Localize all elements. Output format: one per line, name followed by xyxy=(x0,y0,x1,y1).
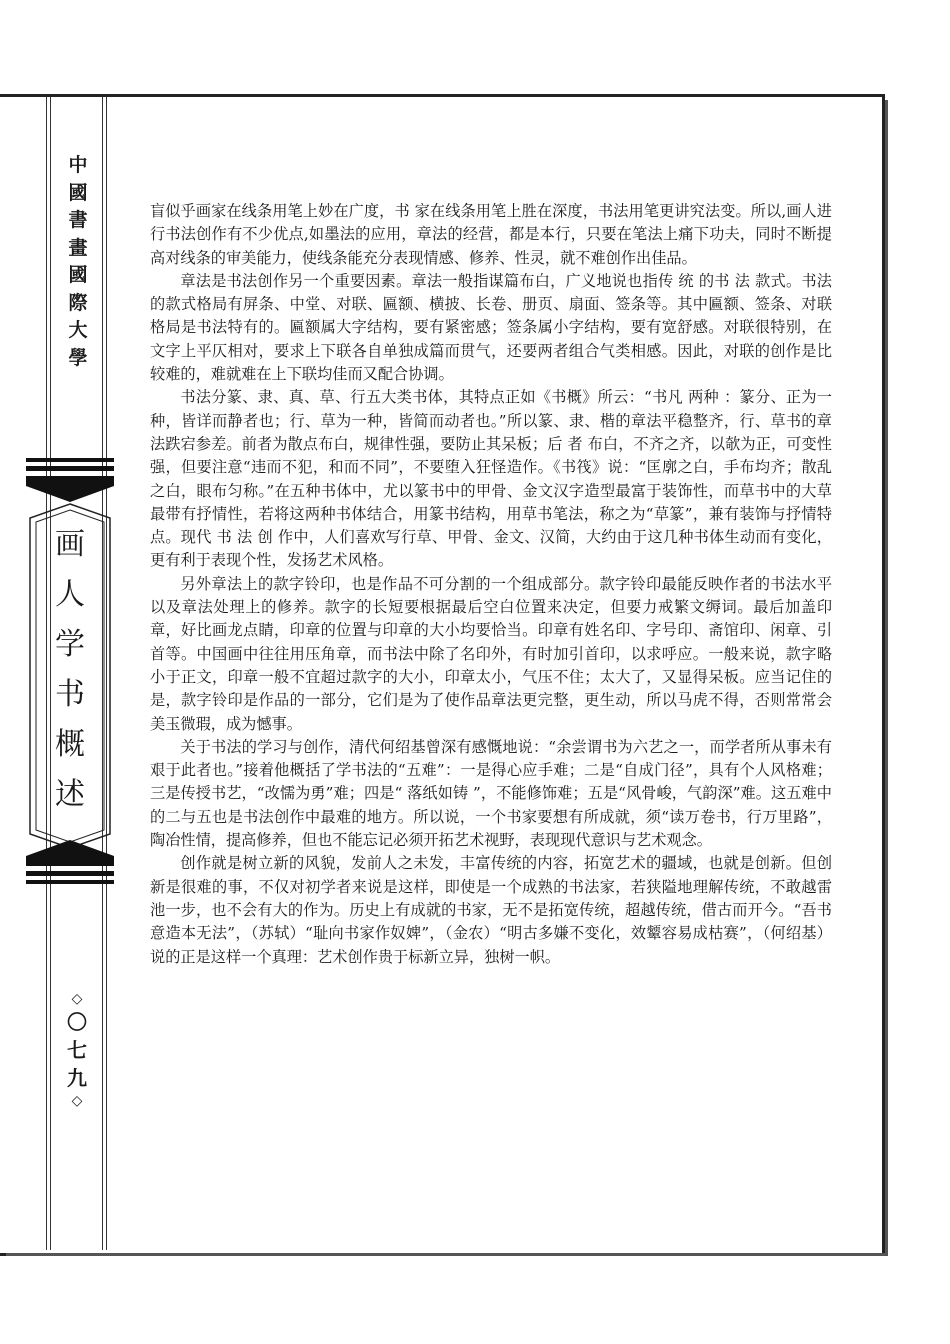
paragraph: 创作就是树立新的风貌，发前人之未发，丰富传统的内容，拓宽艺术的疆域，也就是创新。但创新是很难的事，不仅对初学者来说是这样，即使是一个成熟的书法家，若狭隘地理解传统，不敢越雷池一步，也不会有大的作为。历史上有成就的书家，无不是拓宽传统，超越传统，借古而开今。“吾书意造本无法”，（苏轼）“耻向书家作奴婢”，（金农）“明古多嫌不变化，效颦容易成枯赛”，（何绍基）说的正是这样一个真理：艺术创作贵于标新立异，独树一帜。 xyxy=(150,854,832,966)
book-title-char: 学 xyxy=(55,627,85,662)
university-char: 學 xyxy=(68,346,88,369)
book-title xyxy=(48,520,92,820)
book-title-char: 概 xyxy=(55,727,85,762)
book-title-char: 人 xyxy=(55,577,85,612)
body-text xyxy=(150,200,832,969)
university-char: 國 xyxy=(68,264,88,286)
page-number-char: 七 xyxy=(67,1038,87,1062)
book-title-char: 书 xyxy=(55,677,85,712)
paragraph: 另外章法上的款字铃印，也是作品不可分割的一个组成部分。款字铃印最能反映作者的书法水平以及章法处理上的修养。款字的长短要根据最后空白位置来决定，但要力戒繁文缛词。最后加盖印章，好比画龙点睛，印章的位置与印章的大小均要恰当。印章有姓名印、字号印、斋馆印、闲章、引首等。中国画中往往用压角章，而书法中除了名印外，有时加引首印，以求呼应。一般来说，款字略小于正文，印章一般不宜超过款字的大小，印章太小，气压不住；太大了，又显得呆板。应当记住的是，款字铃印是作品的一部分，它们是为了使作品章法更完整，更生动，所以马虎不得，否则常常会美玉微瑕，成为憾事。 xyxy=(150,574,832,733)
diamond-ornament-icon: ◇ xyxy=(71,1093,83,1109)
university-char: 大 xyxy=(68,319,88,341)
paragraph: 章法是书法创作另一个重要因素。章法一般指谋篇布白，广义地说也指传 统 的书 法 款式。书法的款式格局有屏条、中堂、对联、匾额、横披、长卷、册页、扇面、签条等。其中匾额、签条、对联格局是书法特有的。匾额属大字结构，要有紧密感；签条属小字结构，要有宽舒感。对联很特别，在文字上平仄相对，要求上下联各自单独成篇而贯气，还要两者组合气类相感。因此，对联的创作是比较难的，难就难在上下联均佳而又配合协调。 xyxy=(150,271,832,384)
university-char: 中 xyxy=(68,154,88,176)
page-number xyxy=(62,990,92,1110)
book-title-char: 述 xyxy=(55,777,85,812)
frame-shadow-bottom xyxy=(6,1253,888,1256)
university-char: 國 xyxy=(68,181,88,204)
book-title-cartouche xyxy=(18,458,122,894)
university-char: 書 xyxy=(68,209,88,231)
university-char: 畫 xyxy=(68,236,88,259)
page-number-char: 九 xyxy=(67,1066,87,1090)
university-char: 際 xyxy=(68,291,88,314)
paragraph: 盲似乎画家在线条用笔上妙在广度，书 家在线条用笔上胜在深度，书法用笔更讲究法变。所以,画人进行书法创作有不少优点,如墨法的应用，章法的经营，都是本行，只要在笔法上痛下功夫，同时不断提高对线条的审美能力，使线条能充分表现情感、修养、性灵，就不难创作出佳品。 xyxy=(150,202,832,267)
university-name xyxy=(64,152,92,372)
paragraph: 书法分篆、隶、真、草、行五大类书体，其特点正如《书概》所云：“书凡 两种 ：篆分、正为一种，皆详而静者也；行、草为一种，皆简而动者也。”所以篆、隶、楷的章法平稳整齐，行、草书的章法跌宕参差。前者为散点布白，规律性强，要防止其呆板；后 者 布白，不齐之齐，以欹为正，可变性强，但要注意“违而不犯，和而不同”，不要堕入狂怪造作。《书筏》说：“匡廓之白，手布均齐；散乱之白，眼布匀称。”在五种书体中，尤以篆书中的甲骨、金文汉字造型最富于装饰性，而草书中的大草最带有抒情性，若将这两种书体结合，用篆书结构，用草书笔法，称之为“草篆”，兼有装饰与抒情特点。现代 书 法 创 作中，人们喜欢写行草、甲骨、金文、汉简，大约由于这几种书体生动而有变化，更有利于表现个性，发扬艺术风格。 xyxy=(150,388,832,570)
book-title-char: 画 xyxy=(55,527,85,562)
page-number-char: 〇 xyxy=(67,1010,87,1034)
frame-shadow-right xyxy=(885,100,888,1256)
diamond-ornament-icon: ◇ xyxy=(71,991,83,1007)
paragraph: 关于书法的学习与创作，清代何绍基曾深有感慨地说：“余尝谓书为六艺之一，而学者所从事未有艰于此者也。”接着他概括了学书法的“五难”：一是得心应手难；二是“自成门径”，具有个人风格难；三是传授书艺，“改懦为勇”难；四是“ 落纸如铸 ”，不能修饰难；五是“风骨峻，气韵深”难。这五难中的二与五也是书法创作中最难的地方。所以说，一个书家要想有所成就，须“读万卷书，行万里路”，陶冶性情，提高修养，但也不能忘记必须开拓艺术视野，表现现代意识与艺术观念。 xyxy=(150,737,832,850)
